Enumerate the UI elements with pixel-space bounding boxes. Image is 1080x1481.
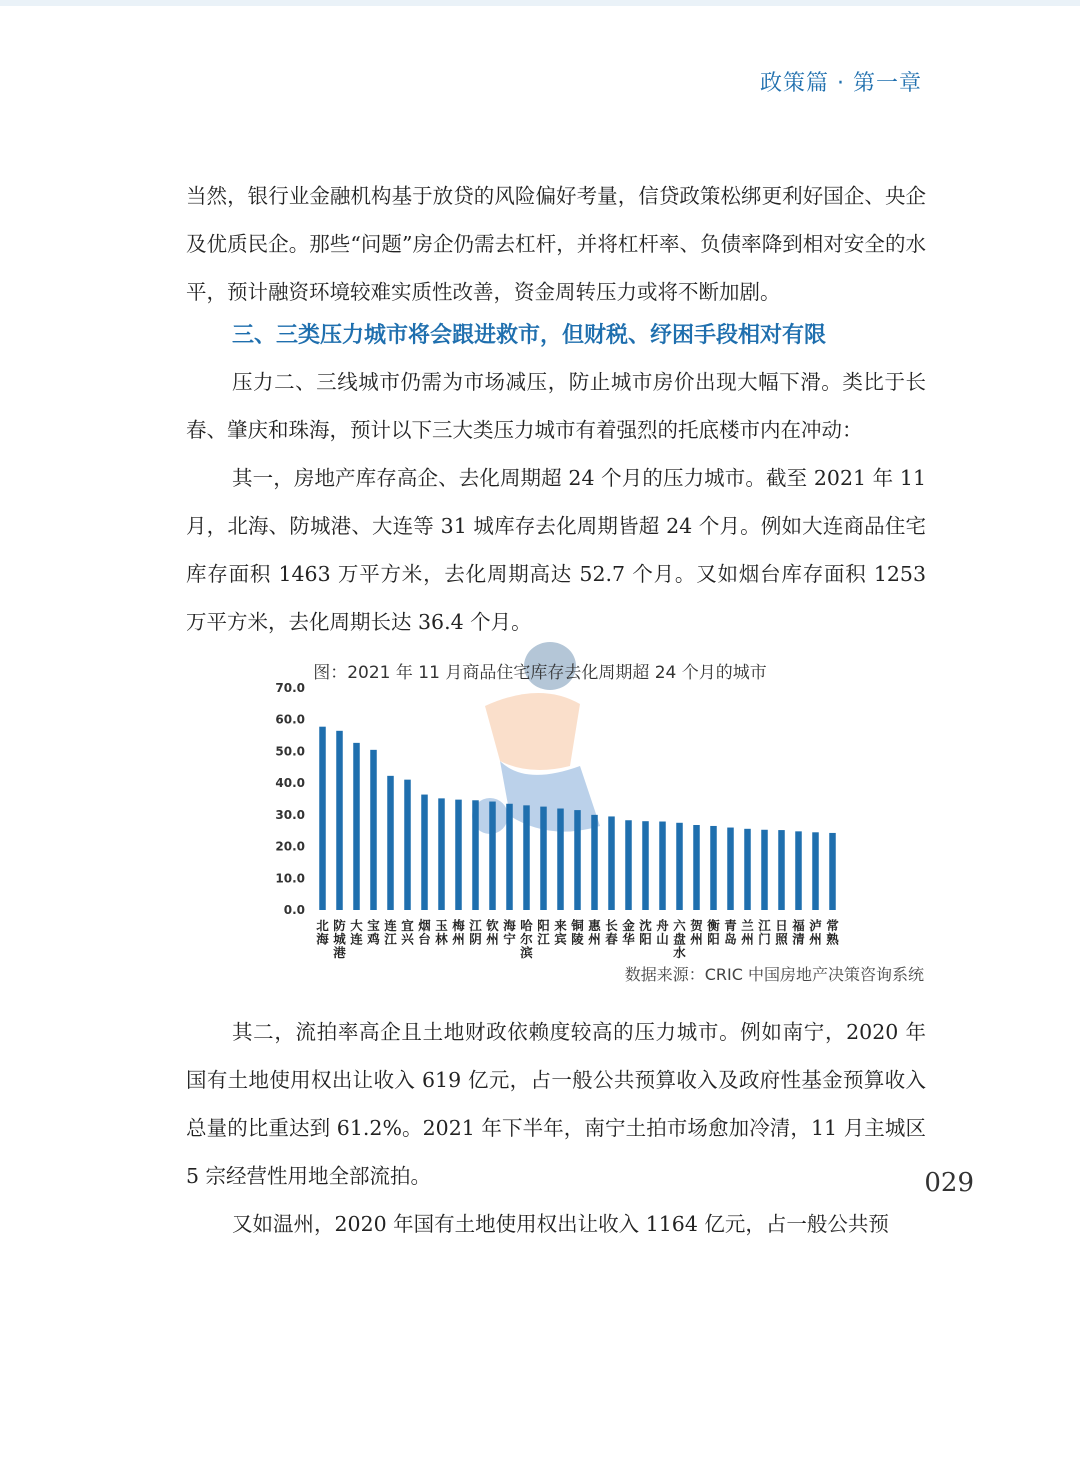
x-tick-label: 惠州 [588,918,601,947]
x-tick-label: 阳江 [537,918,550,947]
bar-连江 [387,776,394,910]
body-text-mid [186,358,926,646]
bar-大连 [353,743,360,910]
x-tick-label: 常熟 [826,918,839,947]
x-tick-label: 北海 [316,918,329,947]
x-tick-label: 福清 [792,918,805,947]
bar-泸州 [812,832,819,910]
x-tick-label: 兰州 [741,918,754,947]
bar-惠州 [591,815,598,910]
bar-玉林 [438,798,445,910]
y-tick-label: 40.0 [275,776,305,791]
x-tick-label: 青岛 [724,918,737,947]
x-tick-label: 六盘水 [673,918,686,960]
y-tick-label: 50.0 [275,744,305,759]
body-text-bottom [186,1008,926,1248]
y-tick-label: 20.0 [275,839,305,854]
running-head: 政策篇 · 第一章 [760,71,922,96]
bar-沈阳 [642,821,649,910]
bar-钦州 [489,802,496,910]
x-tick-label: 哈尔滨 [520,918,533,960]
bar-福清 [795,831,802,910]
body-text-top [186,172,926,316]
x-tick-label: 大连 [350,918,363,947]
x-tick-label: 梅州 [452,918,465,947]
x-tick-label: 宝鸡 [367,918,380,947]
bar-江门 [761,830,768,910]
x-tick-label: 防城港 [333,918,346,960]
y-tick-label: 70.0 [275,681,305,695]
x-tick-label: 钦州 [486,918,499,947]
paragraph: 压力二、三线城市仍需为市场减压，防止城市房价出现大幅下滑。类比于长春、肇庆和珠海，预计以下三大类压力城市有着强烈的托底楼市内在冲动： [186,370,926,442]
x-axis-labels [316,918,839,960]
bar-常熟 [829,833,836,910]
bar-长春 [608,816,615,910]
bar-北海 [319,727,326,910]
y-tick-label: 10.0 [275,871,305,886]
bar-烟台 [421,795,428,910]
paragraph: 其二，流拍率高企且土地财政依赖度较高的压力城市。例如南宁，2020 年国有土地使用权出让收入 619 亿元，占一般公共预算收入及政府性基金预算收入总量的比重达到 61.2%。2021 年下半年，南宁土拍市场愈加冷清，11 月主城区 5 宗经营性用地全部流拍。 [186,1020,926,1188]
bar-兰州 [744,829,751,910]
y-tick-label: 30.0 [275,807,305,822]
bar-金华 [625,820,632,910]
bar-衡阳 [710,826,717,910]
bar-舟山 [659,822,666,910]
x-tick-label: 宜兴 [401,918,414,947]
x-tick-label: 沈阳 [639,918,652,947]
bar-宜兴 [404,780,411,910]
x-tick-label: 连江 [384,918,397,947]
x-tick-label: 日照 [775,918,788,947]
chart-source: 数据来源：CRIC 中国房地产决策咨询系统 [624,965,924,984]
bar-六盘水 [676,823,683,910]
bar-梅州 [455,800,462,910]
x-tick-label: 江门 [758,918,771,947]
bar-青岛 [727,828,734,910]
bars [319,727,836,910]
paragraph: 又如温州，2020 年国有土地使用权出让收入 1164 亿元，占一般公共预 [232,1212,889,1236]
section-heading: 三、三类压力城市将会跟进救市，但财税、纾困手段相对有限 [232,323,827,348]
bar-哈尔滨 [523,805,530,910]
bar-日照 [778,830,785,910]
page-number: 029 [924,1168,974,1198]
x-tick-label: 贺州 [690,918,703,947]
x-tick-label: 舟山 [656,918,669,947]
x-tick-label: 玉林 [435,918,448,947]
bar-chart [270,676,840,966]
bar-铜陵 [574,810,581,910]
chart-title: 图：2021 年 11 月商品住宅库存去化周期超 24 个月的城市 [313,663,767,683]
bar-海宁 [506,804,513,910]
bar-宝鸡 [370,750,377,910]
paragraph: 当然，银行业金融机构基于放贷的风险偏好考量，信贷政策松绑更利好国企、央企及优质民企。那些“问题”房企仍需去杠杆，并将杠杆率、负债率降到相对安全的水平，预计融资环境较难实质性改善，资金周转压力或将不断加剧。 [186,184,926,304]
x-tick-label: 江阴 [469,918,482,947]
x-tick-label: 铜陵 [571,918,584,947]
x-tick-label: 衡阳 [707,918,720,947]
bar-防城港 [336,731,343,910]
x-tick-label: 金华 [622,918,635,947]
x-tick-label: 长春 [605,918,618,947]
y-tick-label: 0.0 [283,903,305,917]
y-tick-label: 60.0 [275,712,305,727]
x-tick-label: 烟台 [418,918,431,947]
header-rule [0,0,1080,6]
paragraph: 其一，房地产库存高企、去化周期超 24 个月的压力城市。截至 2021 年 11 月，北海、防城港、大连等 31 城库存去化周期皆超 24 个月。例如大连商品住宅库存面积 1463 万平方米，去化周期高达 52.7 个月。又如烟台库存面积 1253 万平方米，去化周期长达 36.4 个月。 [186,466,926,634]
bar-贺州 [693,825,700,910]
bar-江阴 [472,800,479,910]
bar-来宾 [557,809,564,910]
x-tick-label: 海宁 [503,918,516,947]
bar-阳江 [540,807,547,910]
x-tick-label: 泸州 [809,918,822,947]
y-axis [275,681,305,917]
x-tick-label: 来宾 [554,918,567,947]
